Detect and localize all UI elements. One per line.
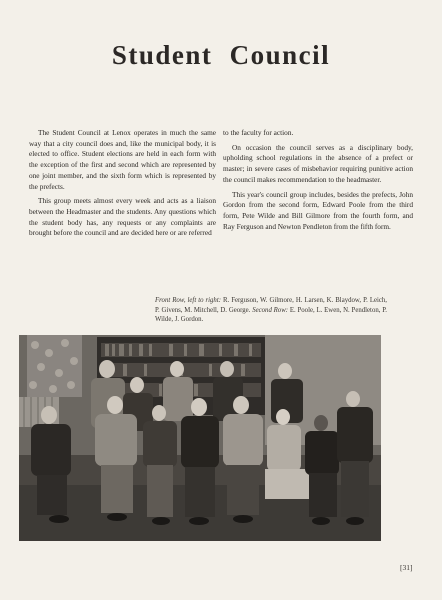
page-number: [31]	[400, 563, 413, 572]
caption-front-names: R. Ferguson, W. Gilmore, H. Larsen, K. Blaydow, P. Leich, P. Givens, M. Mitchell, D. George.	[155, 297, 387, 314]
body-paragraph: On occasion the council serves as a disciplinary body, upholding school regulations in the absence of a prefect or master; in severe cases of misbehavior requiring punitive action the council makes recommendation to the headmaster.	[223, 142, 413, 184]
body-paragraph: to the faculty for action.	[223, 128, 294, 137]
body-paragraph: This year's council group includes, besides the prefects, John Gordon from the second form, Edward Poole from the third form, Pete Wilde and Bill Gilmore from the fourth form, and Ray Ferguson and Newton Pendleton from the fifth form.	[223, 189, 413, 231]
body-column-right	[223, 128, 413, 236]
body-column-left	[29, 128, 216, 243]
body-paragraph: The Student Council at Lenox operates in much the same way that a city council does and, like the municipal body, it is elected to office. Student elections are held in each form with the exception of the first and second which are represented by one joint member, and the sixth form which is represented by the prefects.	[29, 128, 216, 191]
group-photo	[19, 335, 381, 541]
body-paragraph: This group meets almost every week and acts as a liaison between the Headmaster and the students. Any questions which the student body has, any requests or any complaints are brought before the council and are decided here or are referred	[29, 196, 216, 238]
page-title: Student Council	[111, 40, 331, 70]
photo-caption	[155, 296, 387, 325]
caption-second-label: Second Row:	[252, 306, 289, 314]
group-photo-illustration	[19, 335, 381, 541]
caption-front-label: Front Row, left to right:	[155, 297, 221, 304]
caption-second-names: E. Poole, L. Ewen, N. Pendleton, P. Wilde, J. Gordon.	[155, 306, 387, 323]
